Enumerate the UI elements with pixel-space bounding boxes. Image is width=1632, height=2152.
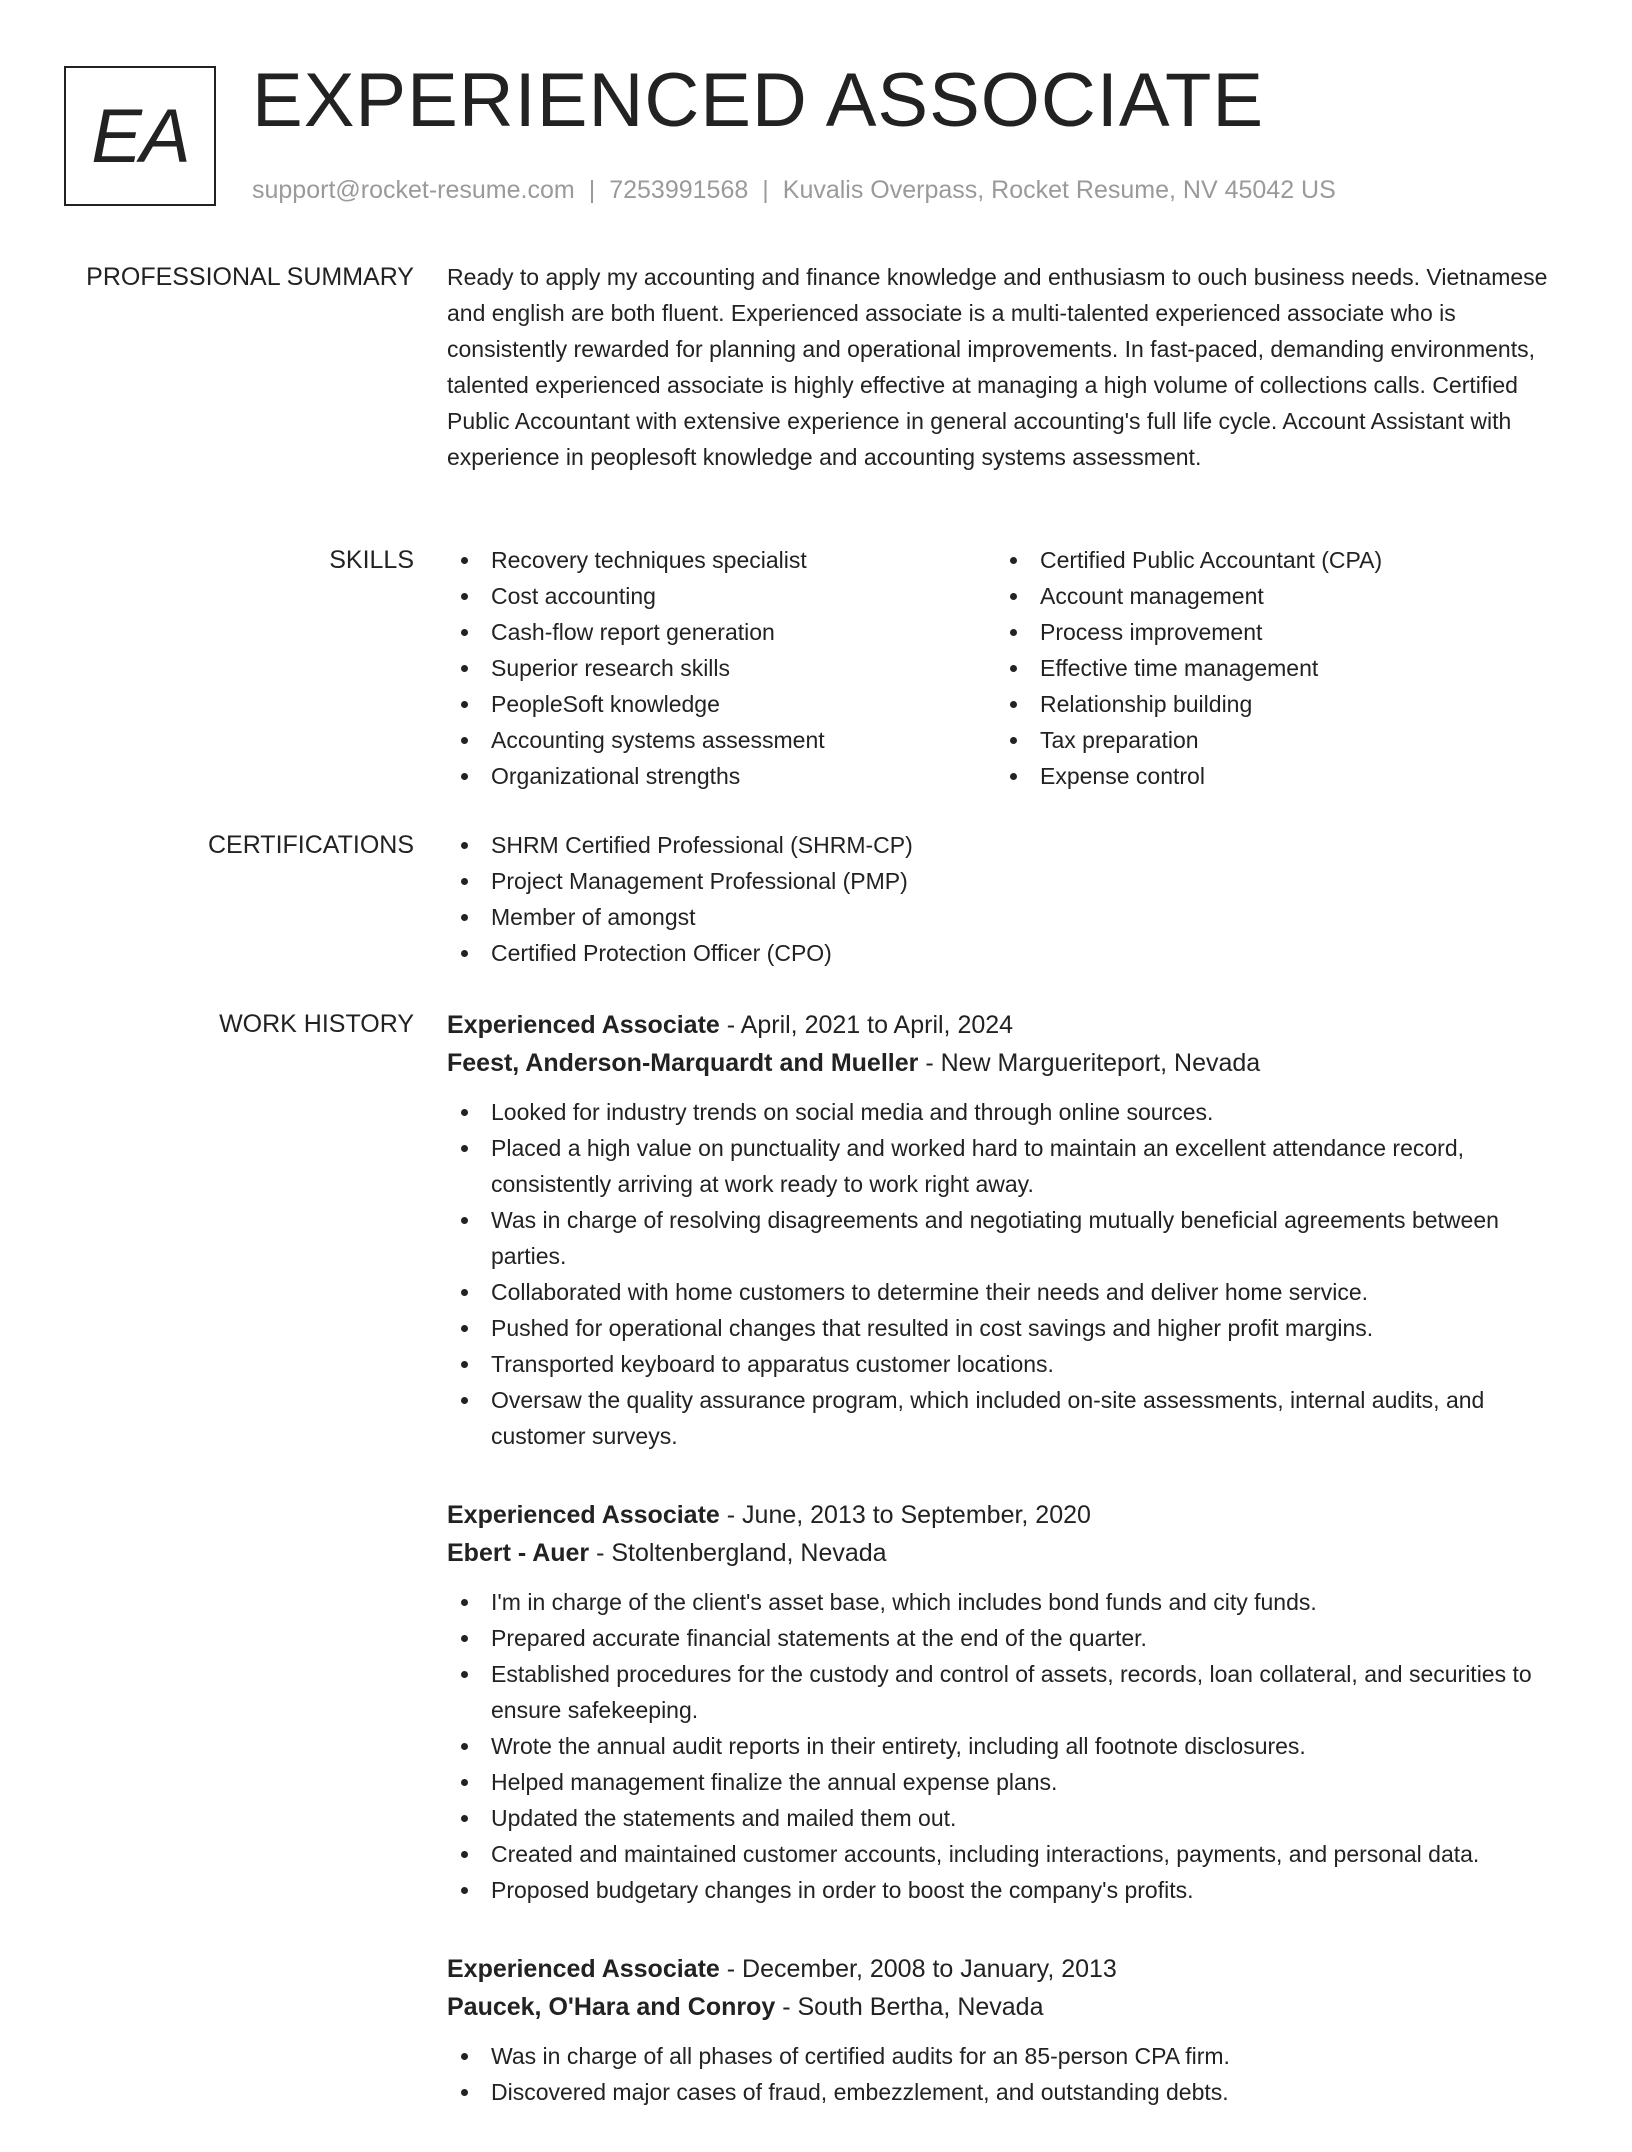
- job-title-line: [447, 1496, 1572, 1534]
- job-duty: Looked for industry trends on social media and through online sources.: [447, 1094, 1572, 1130]
- job-location: - New Margueriteport, Nevada: [918, 1049, 1261, 1077]
- skill-item: Relationship building: [996, 686, 1545, 722]
- skill-item: Expense control: [996, 758, 1545, 794]
- contact-line: [252, 174, 1336, 206]
- job-company: Ebert - Auer: [447, 1539, 590, 1567]
- job-dates: - December, 2008 to January, 2013: [719, 1955, 1117, 1983]
- job-duties-list: [447, 1094, 1572, 1454]
- job-location: - South Bertha, Nevada: [775, 1993, 1044, 2021]
- job-duties-list: [447, 2038, 1572, 2110]
- certification-item: Certified Protection Officer (CPO): [447, 935, 1572, 971]
- job-duty: Updated the statements and mailed them out.: [447, 1800, 1572, 1836]
- summary-text: Ready to apply my accounting and finance knowledge and enthusiasm to ouch business needs. Vietnamese and english are both fluent. Experienced associate is a multi-talented experienced associate who is consistently rewarded for planning and operational improvements. In fast-paced, demanding environments, talented experienced associate is highly effective at managing a high volume of collections calls. Certified Public Accountant with extensive experience in general accounting's full life cycle. Account Assistant with experience in peoplesoft knowledge and accounting systems assessment.: [447, 264, 1548, 470]
- job-duty: Helped management finalize the annual expense plans.: [447, 1764, 1572, 1800]
- contact-separator: |: [588, 176, 596, 204]
- skill-item: Accounting systems assessment: [447, 722, 996, 758]
- job-duty: Pushed for operational changes that resulted in cost savings and higher profit margins.: [447, 1310, 1572, 1346]
- job-duty: Oversaw the quality assurance program, which included on-site assessments, internal audits, and customer surveys.: [447, 1382, 1572, 1454]
- certification-item: Member of amongst: [447, 899, 1572, 935]
- job-company-line: [447, 1534, 1572, 1572]
- skill-item: Superior research skills: [447, 650, 996, 686]
- job-duty: Established procedures for the custody and control of assets, records, loan collateral, and securities to ensure safekeeping.: [447, 1656, 1572, 1728]
- job-duty: Discovered major cases of fraud, embezzlement, and outstanding debts.: [447, 2074, 1572, 2110]
- job-duty: Placed a high value on punctuality and worked hard to maintain an excellent attendance record, consistently arriving at work ready to work right away.: [447, 1130, 1572, 1202]
- job-role: Experienced Associate: [447, 1501, 720, 1529]
- contact-email: support@rocket-resume.com: [252, 176, 575, 204]
- job-duty: Prepared accurate financial statements at the end of the quarter.: [447, 1620, 1572, 1656]
- skill-item: Account management: [996, 578, 1545, 614]
- skill-item: Process improvement: [996, 614, 1545, 650]
- certifications-body: [447, 827, 1572, 971]
- certification-item: Project Management Professional (PMP): [447, 863, 1572, 899]
- job-role: Experienced Associate: [447, 1011, 720, 1039]
- job-entry: [447, 1496, 1572, 1908]
- job-entry: [447, 1950, 1572, 2110]
- contact-address: Kuvalis Overpass, Rocket Resume, NV 45042 US: [782, 176, 1336, 204]
- job-company-line: [447, 1988, 1572, 2026]
- skills-columns: [447, 542, 1572, 794]
- job-duties-list: [447, 1584, 1572, 1908]
- job-duty: Transported keyboard to apparatus customer locations.: [447, 1346, 1572, 1382]
- skill-item: Cash-flow report generation: [447, 614, 996, 650]
- skill-item: Cost accounting: [447, 578, 996, 614]
- job-duty: Wrote the annual audit reports in their entirety, including all footnote disclosures.: [447, 1728, 1572, 1764]
- summary-heading: PROFESSIONAL SUMMARY: [86, 263, 414, 291]
- job-duty: Created and maintained customer accounts, including interactions, payments, and personal data.: [447, 1836, 1572, 1872]
- job-duty: I'm in charge of the client's asset base, which includes bond funds and city funds.: [447, 1584, 1572, 1620]
- job-duty: Collaborated with home customers to determine their needs and deliver home service.: [447, 1274, 1572, 1310]
- contact-separator: |: [762, 176, 769, 204]
- skill-item: Effective time management: [996, 650, 1545, 686]
- job-dates: - April, 2021 to April, 2024: [719, 1011, 1014, 1039]
- certifications-list: [447, 827, 1572, 971]
- job-location: - Stoltenbergland, Nevada: [589, 1539, 887, 1567]
- skills-list-right: [996, 542, 1545, 794]
- job-duty: Was in charge of all phases of certified audits for an 85-person CPA firm.: [447, 2038, 1572, 2074]
- work-history-heading: WORK HISTORY: [219, 1010, 414, 1038]
- skills-column-left: [447, 542, 996, 794]
- job-duty: Proposed budgetary changes in order to boost the company's profits.: [447, 1872, 1572, 1908]
- summary-body: [447, 259, 1572, 475]
- job-duty: Was in charge of resolving disagreements and negotiating mutually beneficial agreements between parties.: [447, 1202, 1572, 1274]
- job-title-line: [447, 1006, 1572, 1044]
- monogram-logo: EA: [64, 66, 216, 206]
- skill-item: Tax preparation: [996, 722, 1545, 758]
- job-company: Paucek, O'Hara and Conroy: [447, 1993, 776, 2021]
- job-role: Experienced Associate: [447, 1955, 720, 1983]
- job-company-line: [447, 1044, 1572, 1082]
- skill-item: Organizational strengths: [447, 758, 996, 794]
- contact-phone: 7253991568: [609, 176, 749, 204]
- skills-column-right: [996, 542, 1545, 794]
- certifications-heading: CERTIFICATIONS: [207, 831, 414, 859]
- skill-item: Recovery techniques specialist: [447, 542, 996, 578]
- resume-name: EXPERIENCED ASSOCIATE: [252, 58, 1265, 143]
- job-title-line: [447, 1950, 1572, 1988]
- job-entry: [447, 1006, 1572, 1454]
- skills-list-left: [447, 542, 996, 794]
- job-company: Feest, Anderson-Marquardt and Mueller: [447, 1049, 919, 1077]
- certification-item: SHRM Certified Professional (SHRM-CP): [447, 827, 1572, 863]
- skill-item: PeopleSoft knowledge: [447, 686, 996, 722]
- skills-heading: SKILLS: [329, 546, 414, 574]
- job-dates: - June, 2013 to September, 2020: [719, 1501, 1091, 1529]
- skill-item: Certified Public Accountant (CPA): [996, 542, 1545, 578]
- work-history-body: [447, 1006, 1572, 2152]
